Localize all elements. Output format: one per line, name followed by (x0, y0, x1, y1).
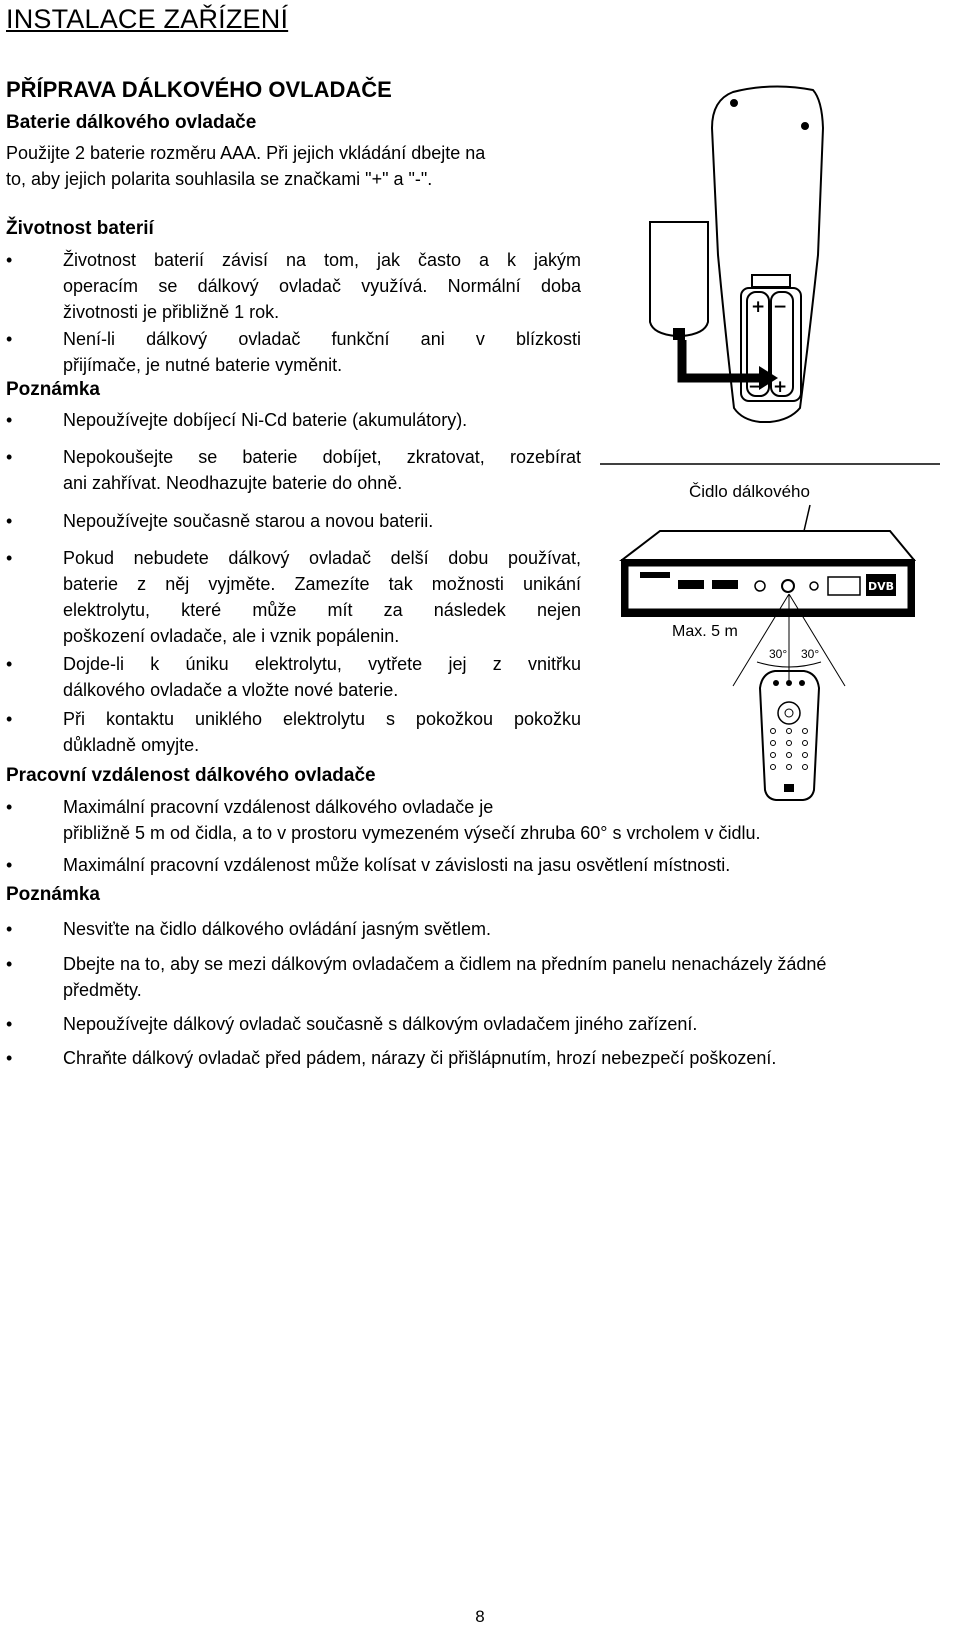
sensor-label: Čidlo dálkového (689, 482, 810, 501)
list-item-line: předměty. (63, 980, 142, 1000)
list-item-line: poškození ovladače, ale i vznik popálenin. (63, 626, 400, 646)
bullet-icon: • (6, 919, 13, 939)
list-item-line: Dojde-li k úniku elektrolytu, vytřete jej z vnitřku (63, 654, 581, 674)
note-heading: Poznámka (6, 379, 100, 400)
list-item-line: přijímače, je nutné baterie vyměnit. (63, 355, 343, 375)
dvb-logo: DVB (868, 580, 895, 593)
note-heading: Poznámka (6, 884, 100, 905)
battery-plus-top: + (751, 297, 766, 317)
page-number: 8 (475, 1607, 485, 1626)
list-item-line: elektrolytu, které může mít za následek nejen (63, 600, 581, 620)
bullet-icon: • (6, 511, 13, 531)
receiver-illustration (622, 531, 914, 616)
bullet-icon: • (6, 250, 13, 270)
remote-back-illustration (650, 86, 823, 422)
bullet-icon: • (6, 797, 13, 817)
list-item-line: přibližně 5 m od čidla, a to v prostoru vymezeném výsečí zhruba 60° s vrcholem v čidlu. (63, 823, 761, 843)
page-title: INSTALACE ZAŘÍZENÍ (6, 4, 289, 34)
battery-life-heading: Životnost baterií (6, 218, 154, 239)
batteries-heading: Baterie dálkového ovladače (6, 112, 257, 133)
bullet-icon: • (6, 709, 13, 729)
bullet-icon: • (6, 1014, 13, 1034)
angle-left-label: 30° (769, 647, 788, 661)
list-item-line: Nesviťte na čidlo dálkového ovládání jasným světlem. (63, 919, 491, 939)
bullet-icon: • (6, 1048, 13, 1068)
list-item-line: Dbejte na to, aby se mezi dálkovým ovladačem a čidlem na předním panelu nenacházely žádné (63, 954, 827, 974)
list-item-line: Nepoužívejte dálkový ovladač současně s dálkovým ovladačem jiného zařízení. (63, 1014, 698, 1034)
list-item-line: Není-li dálkový ovladač funkční ani v blízkosti (63, 329, 581, 349)
list-item-line: ani zahřívat. Neodhazujte baterie do ohně. (63, 473, 403, 493)
bullet-icon: • (6, 855, 13, 875)
batteries-line-1: Použijte 2 baterie rozměru AAA. Při jejich vkládání dbejte na (6, 143, 486, 163)
section-heading: PŘÍPRAVA DÁLKOVÉHO OVLADAČE (6, 77, 392, 102)
list-item-line: Nepokoušejte se baterie dobíjet, zkratovat, rozebírat (63, 447, 581, 467)
distance-heading: Pracovní vzdálenost dálkového ovladače (6, 765, 376, 786)
list-item-line: životnosti je přibližně 1 rok. (63, 302, 280, 322)
battery-minus-top: − (773, 297, 788, 317)
list-item-line: Při kontaktu uniklého elektrolytu s pokožkou pokožku (63, 709, 581, 729)
list-item-line: Chraňte dálkový ovladač před pádem, nárazy či přišlápnutím, hrozí nebezpečí poškození. (63, 1048, 777, 1068)
list-item-line: Životnost baterií závisí na tom, jak často a k jakým (63, 250, 581, 270)
battery-plus-bottom: + (773, 377, 788, 397)
battery-minus-bottom: − (748, 377, 763, 397)
bullet-icon: • (6, 410, 13, 430)
bullet-icon: • (6, 654, 13, 674)
list-item-line: Maximální pracovní vzdálenost může kolísat v závislosti na jasu osvětlení místnosti. (63, 855, 731, 875)
list-item-line: důkladně omyjte. (63, 735, 200, 755)
list-item-line: dálkového ovladače a vložte nové baterie. (63, 680, 399, 700)
list-item-line: Pokud nebudete dálkový ovladač delší dobu používat, (63, 548, 581, 568)
max-distance-label: Max. 5 m (672, 623, 738, 640)
list-item-line: Nepoužívejte dobíjecí Ni-Cd baterie (akumulátory). (63, 410, 468, 430)
remote-front-illustration (760, 671, 819, 800)
angle-right-label: 30° (801, 647, 820, 661)
list-item-line: operacím se dálkový ovladač využívá. Normální doba (63, 276, 581, 296)
list-item-line: baterie z něj vyjměte. Zamezíte tak možnosti unikání (63, 574, 581, 594)
list-item-line: Maximální pracovní vzdálenost dálkového ovladače je (63, 797, 494, 817)
list-item-line: Nepoužívejte současně starou a novou baterii. (63, 511, 434, 531)
bullet-icon: • (6, 548, 13, 568)
batteries-line-2: to, aby jejich polarita souhlasila se značkami "+" a "-". (6, 169, 433, 189)
bullet-icon: • (6, 954, 13, 974)
bullet-icon: • (6, 329, 13, 349)
bullet-icon: • (6, 447, 13, 467)
